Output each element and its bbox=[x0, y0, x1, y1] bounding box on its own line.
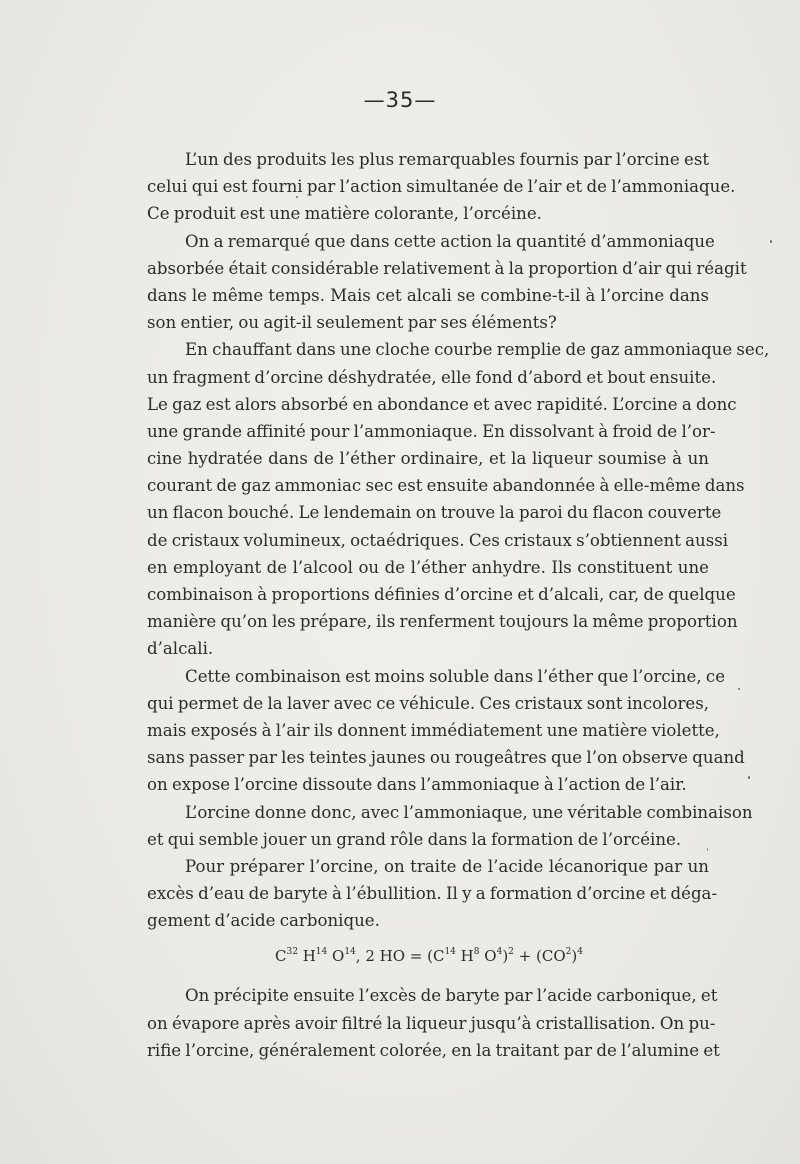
text-line: absorbée était considérable relativement à la proportion d’air qui réagit bbox=[147, 258, 747, 278]
scan-speck bbox=[770, 240, 772, 243]
text-line: On précipite ensuite l’excès de baryte par l’acide carbonique, et bbox=[185, 986, 718, 1006]
text-line: excès d’eau de baryte à l’ébullition. Il y a formation d’orcine et déga- bbox=[147, 884, 718, 904]
chemical-formula bbox=[147, 940, 709, 972]
formula-text: C bbox=[275, 947, 287, 966]
formula-superscript: 14 bbox=[315, 947, 328, 958]
text-line: on expose l’orcine dissoute dans l’ammoniaque à l’action de l’air. bbox=[147, 775, 687, 795]
text-line: combinaison à proportions définies d’orcine et d’alcali, car, de quelque bbox=[147, 585, 736, 604]
text-line: Pour préparer l’orcine, on traite de l’acide lécanorique par un bbox=[185, 856, 709, 876]
text-line: mais exposés à l’air ils donnent immédiatement une matière violette, bbox=[147, 720, 720, 740]
text-line: En chauffant dans une cloche courbe remplie de gaz ammoniaque sec, bbox=[185, 340, 770, 360]
text-line: courant de gaz ammoniac sec est ensuite abandonnée à elle-même dans bbox=[147, 476, 745, 496]
text-line: dans le même temps. Mais cet alcali se combine-t-il à l’orcine dans bbox=[147, 285, 709, 305]
formula-superscript: 8 bbox=[473, 947, 480, 958]
text-line: L’orcine donne donc, avec l’ammoniaque, une véritable combinaison bbox=[185, 802, 753, 822]
text-line: de cristaux volumineux, octaédriques. Ces cristaux s’obtiennent aussi bbox=[147, 530, 729, 550]
text-line: Ce produit est une matière colorante, l’orcéine. bbox=[147, 204, 542, 224]
formula-text: + (CO bbox=[513, 947, 566, 966]
text-line: un flacon bouché. Le lendemain on trouve la paroi du flacon couverte bbox=[147, 503, 722, 523]
text-line: son entier, ou agit-il seulement par ses éléments? bbox=[147, 313, 557, 333]
text-line: on évapore après avoir filtré la liqueur jusqu’à cristallisation. On pu- bbox=[147, 1013, 716, 1033]
formula-text: O bbox=[479, 947, 497, 966]
formula-text: H bbox=[455, 947, 474, 966]
page-number: —35— bbox=[363, 88, 437, 112]
formula-superscript: 14 bbox=[444, 947, 456, 958]
formula-superscript: 2 bbox=[565, 947, 572, 958]
text-line: d’alcali. bbox=[147, 639, 214, 659]
text-line: Le gaz est alors absorbé en abondance et avec rapidité. L’orcine a donc bbox=[147, 394, 737, 414]
formula-superscript: 2 bbox=[508, 947, 514, 958]
text-line: On a remarqué que dans cette action la quantité d’ammoniaque bbox=[185, 231, 715, 251]
text-line: cine hydratée dans de l’éther ordinaire, et la liqueur soumise à un bbox=[147, 449, 709, 469]
text-line: une grande affinité pour l’ammoniaque. En dissolvant à froid de l’or- bbox=[147, 421, 716, 441]
text-line: Cette combinaison est moins soluble dans l’éther que l’orcine, ce bbox=[185, 666, 726, 686]
formula-superscript: 4 bbox=[496, 947, 503, 958]
text-line: rifie l’orcine, généralement colorée, en la traitant par de l’alumine et bbox=[147, 1040, 720, 1060]
formula-text: O bbox=[327, 947, 345, 966]
text-line: celui qui est fourni par l’action simultanée de l’air et de l’ammoniaque. bbox=[147, 177, 736, 197]
formula-superscript: 32 bbox=[286, 947, 298, 958]
formula-text: H bbox=[297, 947, 316, 966]
text-line: gement d’acide carbonique. bbox=[147, 911, 380, 931]
scan-speck bbox=[296, 196, 298, 198]
scan-speck bbox=[748, 776, 750, 779]
formula-superscript: 14 bbox=[344, 947, 356, 958]
formula-text: , 2 HO = (C bbox=[355, 947, 445, 966]
text-line: sans passer par les teintes jaunes ou rougeâtres que l’on observe quand bbox=[147, 748, 745, 768]
text-line: et qui semble jouer un grand rôle dans la formation de l’orcéine. bbox=[147, 829, 682, 849]
scan-speck bbox=[738, 688, 740, 690]
formula-text: ) bbox=[502, 947, 509, 966]
text-line: en employant de l’alcool ou de l’éther anhydre. Ils constituent une bbox=[147, 557, 709, 577]
text-line: qui permet de la laver avec ce véhicule. Ces cristaux sont incolores, bbox=[147, 693, 709, 713]
text-line: un fragment d’orcine déshydratée, elle fond d’abord et bout ensuite. bbox=[147, 367, 717, 387]
text-line: manière qu’on les prépare, ils renferment toujours la même proportion bbox=[147, 612, 738, 632]
formula-superscript: 4 bbox=[577, 947, 583, 958]
formula-text: ) bbox=[571, 947, 578, 966]
body-text bbox=[147, 146, 770, 1064]
scan-speck bbox=[707, 848, 708, 851]
text-line: L’un des produits les plus remarquables fournis par l’orcine est bbox=[185, 150, 709, 169]
